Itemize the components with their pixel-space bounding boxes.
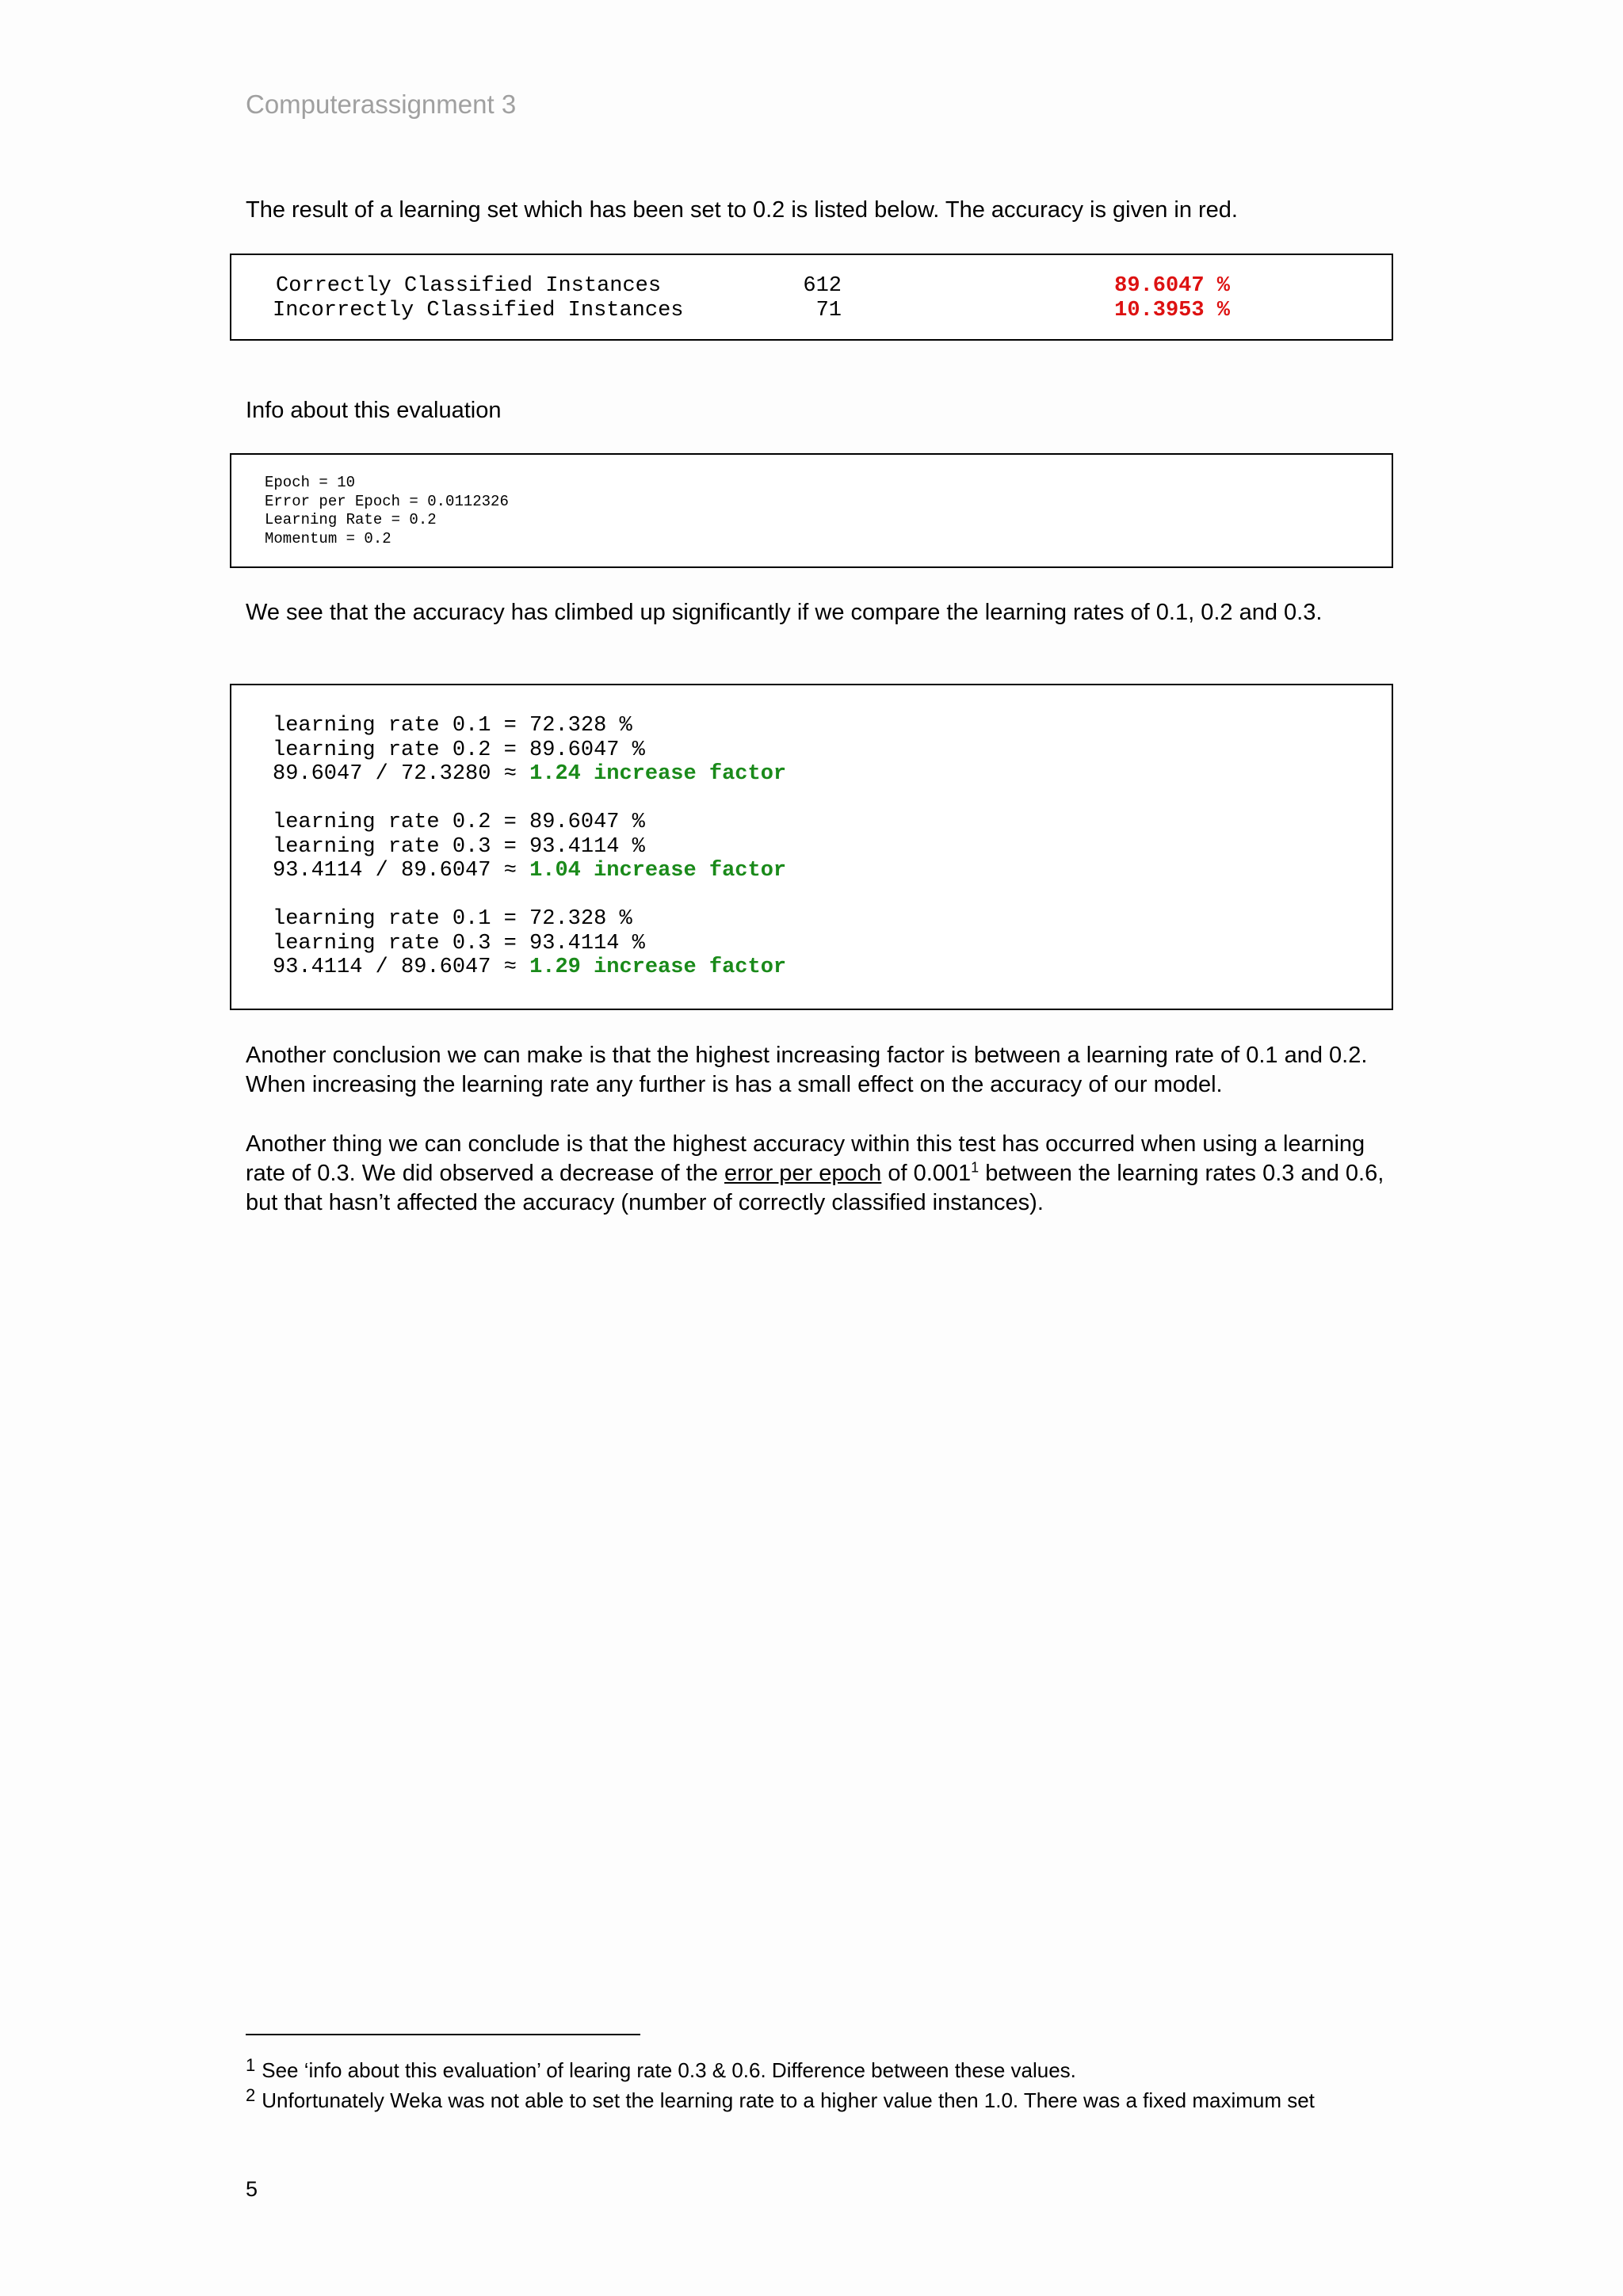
calc-expression: 93.4114 / 89.6047 ≈	[273, 955, 530, 979]
comparison-line: learning rate 0.3 = 93.4114 %	[273, 931, 645, 955]
result-count-incorrect: 71	[815, 299, 842, 322]
conclusion-paragraph-1: Another conclusion we can make is that the highest increasing factor is between a learning rate of 0.1 and 0.2. When increasing the learning rate any further is has a small effect on the accuracy of our model.	[246, 1043, 1368, 1097]
comparison-line: learning rate 0.2 = 89.6047 %	[273, 738, 645, 762]
comparison-group	[273, 714, 1392, 787]
increase-factor: 1.29 increase factor	[529, 955, 787, 979]
calc-expression: 89.6047 / 72.3280 ≈	[273, 762, 530, 786]
underlined-term: error per epoch	[724, 1161, 882, 1186]
page-number: 5	[246, 2177, 258, 2201]
comparison-calc	[273, 762, 1392, 787]
info-heading: Info about this evaluation	[246, 398, 502, 423]
conclusion-text: Another thing we can conclude is that the highest accuracy within this test has occurred when using a learning rate of 0.3. We did observed a decrease of the	[246, 1131, 1365, 1186]
result-pct-incorrect: 10.3953 %	[1114, 299, 1230, 322]
footnote-2	[246, 2085, 1395, 2114]
comparison-line: learning rate 0.1 = 72.328 %	[273, 907, 632, 931]
info-box	[230, 453, 1393, 568]
result-label-correct: Correctly Classified Instances	[276, 274, 662, 298]
footnote-number: 2	[246, 2085, 256, 2105]
calc-expression: 93.4114 / 89.6047 ≈	[273, 859, 530, 883]
footnote-text: Unfortunately Weka was not able to set the learning rate to a higher value then 1.0. There was a fixed maximum set	[262, 2088, 1315, 2112]
comparison-box	[230, 684, 1393, 1010]
comparison-calc	[273, 955, 1392, 980]
info-line: Epoch = 10	[265, 474, 356, 491]
footnote-ref: 1	[971, 1159, 980, 1176]
increase-factor: 1.24 increase factor	[529, 762, 787, 786]
result-pct-correct: 89.6047 %	[1114, 274, 1230, 298]
compare-paragraph: We see that the accuracy has climbed up significantly if we compare the learning rates of 0.1, 0.2 and 0.3.	[246, 600, 1323, 625]
results-box	[230, 254, 1393, 341]
increase-factor: 1.04 increase factor	[529, 859, 787, 883]
conclusion-text: of 0.001	[881, 1161, 972, 1186]
result-label-incorrect: Incorrectly Classified Instances	[273, 299, 684, 322]
intro-paragraph: The result of a learning set which has been set to 0.2 is listed below. The accuracy is given in red.	[246, 197, 1238, 223]
footnote-1	[246, 2055, 1395, 2084]
comparison-line: learning rate 0.3 = 93.4114 %	[273, 834, 645, 859]
conclusion-paragraph-2	[246, 1130, 1387, 1218]
footnote-text: See ‘info about this evaluation’ of learing rate 0.3 & 0.6. Difference between these values.	[262, 2058, 1076, 2082]
conclusion-text: between the learning rates 0.3 and 0.6, but that hasn’t affected the accuracy (number of correctly classified instances).	[246, 1161, 1384, 1215]
comparison-group	[273, 810, 1392, 883]
comparison-group	[273, 907, 1392, 980]
footnote-separator	[246, 2034, 640, 2035]
comparison-calc	[273, 859, 1392, 883]
footnote-number: 1	[246, 2055, 256, 2075]
result-count-correct: 612	[803, 274, 842, 298]
info-line: Error per Epoch = 0.0112326	[265, 492, 509, 510]
info-line: Learning Rate = 0.2	[265, 511, 437, 528]
comparison-line: learning rate 0.1 = 72.328 %	[273, 714, 632, 738]
comparison-line: learning rate 0.2 = 89.6047 %	[273, 810, 645, 834]
info-line: Momentum = 0.2	[265, 529, 391, 547]
running-header: Computerassignment 3	[246, 90, 517, 119]
